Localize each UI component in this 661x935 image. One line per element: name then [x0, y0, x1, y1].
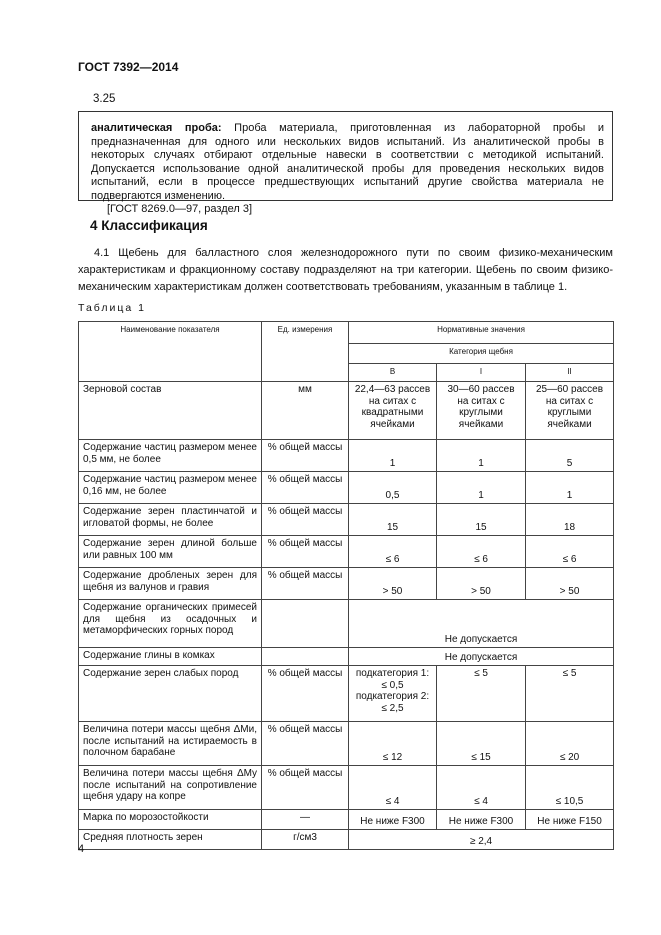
- value-cell: ≤ 12: [349, 722, 437, 766]
- header-category-2: II: [526, 364, 614, 382]
- unit-cell: [262, 648, 349, 666]
- definition-term: аналитическая проба:: [91, 122, 222, 134]
- value-cell: 1: [437, 440, 526, 472]
- table-row: [79, 830, 614, 850]
- value-cell: ≤ 6: [526, 536, 614, 568]
- indicator-name: Величина потери массы щебня ΔMи, после испытаний на истираемость в полочном барабане: [79, 722, 262, 766]
- merged-value-cell: ≥ 2,4: [349, 830, 614, 850]
- indicator-name: Марка по морозостойкости: [79, 810, 262, 830]
- unit-cell: % общей массы: [262, 666, 349, 722]
- section-heading: 4 Классификация: [90, 218, 208, 233]
- classification-table: [78, 321, 614, 850]
- unit-cell: мм: [262, 382, 349, 440]
- value-cell: ≤ 20: [526, 722, 614, 766]
- value-cell: ≤ 5: [526, 666, 614, 722]
- table-row: [79, 382, 614, 440]
- value-cell: ≤ 6: [349, 536, 437, 568]
- unit-cell: % общей массы: [262, 536, 349, 568]
- table-row: [79, 810, 614, 830]
- definition-number: 3.25: [93, 93, 116, 105]
- definition-reference: [ГОСТ 8269.0—97, раздел 3]: [107, 203, 253, 215]
- header-unit: Ед. измерения: [262, 322, 349, 382]
- table-row: [79, 536, 614, 568]
- unit-cell: —: [262, 810, 349, 830]
- value-cell: ≤ 15: [437, 722, 526, 766]
- table-row: [79, 568, 614, 600]
- indicator-name: Средняя плотность зерен: [79, 830, 262, 850]
- indicator-name: Содержание глины в комках: [79, 648, 262, 666]
- table-caption: Таблица 1: [78, 302, 146, 314]
- value-cell: Не ниже F300: [349, 810, 437, 830]
- unit-cell: [262, 600, 349, 648]
- header-category-1: I: [437, 364, 526, 382]
- unit-cell: % общей массы: [262, 440, 349, 472]
- value-cell: 15: [437, 504, 526, 536]
- table-row: [79, 600, 614, 648]
- indicator-name: Содержание зерен пластинчатой и игловатой формы, не более: [79, 504, 262, 536]
- header-normative: Нормативные значения: [349, 322, 614, 344]
- unit-cell: % общей массы: [262, 722, 349, 766]
- value-cell: > 50: [526, 568, 614, 600]
- header-category: Категория щебня: [349, 344, 614, 364]
- table-row: [79, 766, 614, 810]
- value-cell: 15: [349, 504, 437, 536]
- value-cell: ≤ 4: [437, 766, 526, 810]
- value-cell: Не ниже F150: [526, 810, 614, 830]
- page-number: 4: [78, 843, 85, 855]
- header-indicator: Наименование показателя: [79, 322, 262, 382]
- value-cell: > 50: [349, 568, 437, 600]
- definition-text: Проба материала, приготовленная из лабораторной пробы и предназначенная для одного или нескольких видов испытаний. Из аналитической пробы в некоторых случаях отбирают отдельные навески в соответствии с методикой испытаний. Допускается использование одной аналитической пробы для проведения нескольких видов испытаний, если в процессе предшествующих испытаний другие свойства материала не подвергаются изменению.: [91, 122, 604, 202]
- value-cell: подкатегория 1: ≤ 0,5 подкатегория 2: ≤ 2,5: [349, 666, 437, 722]
- table-row: [79, 472, 614, 504]
- value-cell: 1: [526, 472, 614, 504]
- unit-cell: г/см3: [262, 830, 349, 850]
- table-row: [79, 440, 614, 472]
- merged-value-cell: Не допускается: [349, 648, 614, 666]
- unit-cell: % общей массы: [262, 568, 349, 600]
- header-category-b: В: [349, 364, 437, 382]
- value-cell: 22,4—63 рассев на ситах с квадратными ячейками: [349, 382, 437, 440]
- indicator-name: Величина потери массы щебня ΔMу после испытаний на сопротивление щебня удару на копре: [79, 766, 262, 810]
- value-cell: 18: [526, 504, 614, 536]
- value-cell: ≤ 6: [437, 536, 526, 568]
- value-cell: 0,5: [349, 472, 437, 504]
- value-cell: > 50: [437, 568, 526, 600]
- value-cell: 30—60 рассев на ситах с круглыми ячейками: [437, 382, 526, 440]
- table-row: [79, 722, 614, 766]
- indicator-name: Содержание зерен длиной больше или равных 100 мм: [79, 536, 262, 568]
- table-row: [79, 504, 614, 536]
- section-paragraph: 4.1 Щебень для балластного слоя железнодорожного пути по своим физико-механическим характеристикам и фракционному составу подразделяют на три категории. Щебень по своим физико-механическим характеристикам должен соответствовать требованиям, указанным в таблице 1.: [78, 247, 613, 293]
- table-row: [79, 648, 614, 666]
- indicator-name: Содержание зерен слабых пород: [79, 666, 262, 722]
- indicator-name: Содержание частиц размером менее 0,16 мм, не более: [79, 472, 262, 504]
- indicator-name: Содержание частиц размером менее 0,5 мм, не более: [79, 440, 262, 472]
- indicator-name: Зерновой состав: [79, 382, 262, 440]
- value-cell: 1: [349, 440, 437, 472]
- value-cell: Не ниже F300: [437, 810, 526, 830]
- value-cell: 25—60 рассев на ситах с круглыми ячейками: [526, 382, 614, 440]
- unit-cell: % общей массы: [262, 472, 349, 504]
- value-cell: 5: [526, 440, 614, 472]
- unit-cell: % общей массы: [262, 504, 349, 536]
- value-cell: 1: [437, 472, 526, 504]
- value-cell: ≤ 5: [437, 666, 526, 722]
- value-cell: ≤ 10,5: [526, 766, 614, 810]
- standard-header: ГОСТ 7392—2014: [78, 60, 179, 74]
- value-cell: ≤ 4: [349, 766, 437, 810]
- indicator-name: Содержание органических примесей для щебня из осадочных и метаморфических горных пород: [79, 600, 262, 648]
- merged-value-cell: Не допускается: [349, 600, 614, 648]
- unit-cell: % общей массы: [262, 766, 349, 810]
- table-row: [79, 666, 614, 722]
- indicator-name: Содержание дробленых зерен для щебня из валунов и гравия: [79, 568, 262, 600]
- definition-box: [78, 111, 613, 215]
